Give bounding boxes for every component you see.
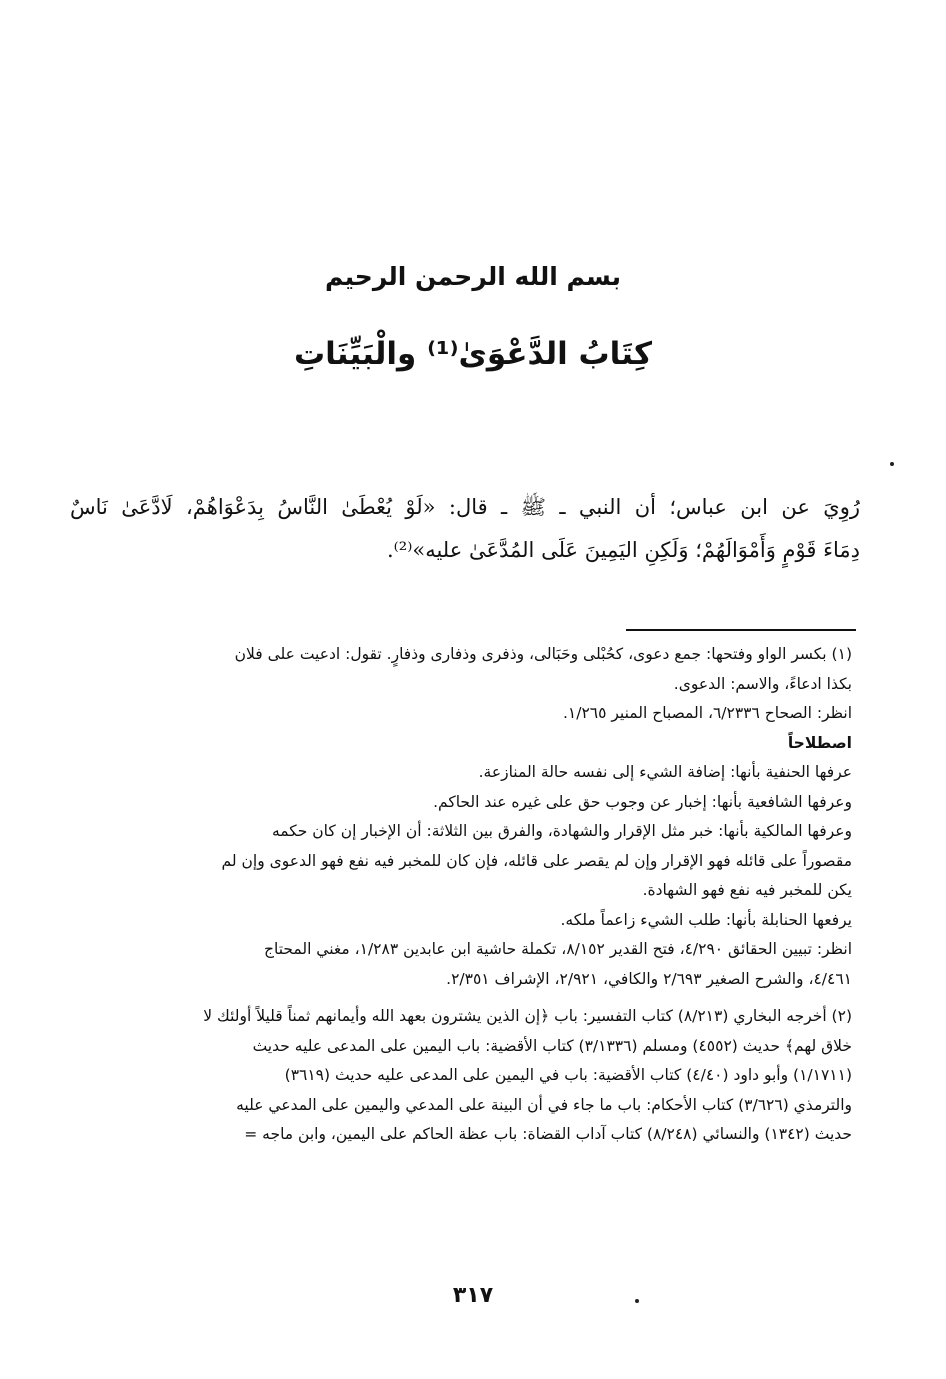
stray-dot	[635, 1299, 639, 1303]
footnote-line: وعرفها الشافعية بأنها: إخبار عن وجوب حق على غيره عند الحاكم.	[433, 792, 852, 811]
basmala: بسم الله الرحمن الرحيم	[325, 262, 621, 291]
footnote-line: خلاق لهم﴾ حديث (٤٥٥٢) ومسلم (٣/١٣٣٦) كتاب الأقضية: باب اليمين على المدعى عليه حديث	[252, 1036, 852, 1055]
footnotes	[72, 640, 852, 1150]
main-text-line: رُوِيَ عن ابن عباس؛ أن النبي ـ ﷺ ـ قال: «لَوْ يُعْطَىٰ النَّاسُ بِدَعْوَاهُمْ، لَادَّعَىٰ نَاسٌ	[70, 495, 860, 519]
page-number: ٣١٧	[452, 1283, 494, 1308]
footnote-line: ٤/٤٦١، والشرح الصغير ٢/٦٩٣ والكافي، ٢/٩٢١، الإشراف ٢/٣٥١.	[446, 969, 852, 988]
footnote-subheading: اصطلاحاً	[787, 733, 852, 752]
main-text	[70, 486, 860, 572]
stray-dot	[890, 462, 894, 466]
chapter-title: كِتَابُ الدَّعْوَىٰ⁽¹⁾ والْبَيِّنَاتِ	[294, 336, 652, 372]
footnote-line: انظر: تبيين الحقائق ٤/٢٩٠، فتح القدير ٨/١٥٢، تكملة حاشية ابن عابدين ١/٢٨٣، مغني المحتاج	[263, 940, 852, 958]
footnote-2	[72, 1002, 852, 1150]
footnote-line: حديث (١٣٤٢) والنسائي (٨/٢٤٨) كتاب آداب القضاة: باب عظة الحاكم على اليمين، وابن ماجه =	[244, 1125, 852, 1143]
main-text-line: دِمَاءَ قَوْمٍ وَأَمْوَالَهُمْ؛ وَلَكِنِ اليَمِينَ عَلَى المُدَّعَىٰ عليه»⁽²⁾.	[386, 538, 860, 562]
footnote-line: (١/١٧١١) وأبو داود (٤/٤٠) كتاب الأقضية: باب في اليمين على المدعى عليه حديث (٣٦١٩)	[284, 1066, 852, 1084]
footnote-line: (٢) أخرجه البخاري (٨/٢١٣) كتاب التفسير: باب ﴿إن الذين يشترون بعهد الله وأيمانهم ثمناً قليلاً أولئك لا	[203, 1007, 852, 1025]
footnote-line: وعرفها المالكية بأنها: خبر مثل الإقرار والشهادة، والفرق بين الثلاثة: أن الإخبار إن كان حكمه	[271, 822, 852, 840]
footnote-line: يكن للمخبر فيه نفع فهو الشهادة.	[642, 881, 852, 899]
footnote-1	[72, 640, 852, 994]
footnote-line: انظر: الصحاح ٦/٢٣٣٦، المصباح المنير ١/٢٦٥.	[562, 704, 852, 722]
footnote-line: والترمذي (٣/٦٢٦) كتاب الأحكام: باب ما جاء في أن البينة على المدعي واليمين على المدعي عليه	[236, 1095, 852, 1114]
footnote-line: بكذا ادعاءً، والاسم: الدعوى.	[673, 674, 852, 693]
footnote-line: يرفعها الحنابلة بأنها: طلب الشيء زاعماً ملكه.	[560, 910, 852, 929]
footnote-line: (١) بكسر الواو وفتحها: جمع دعوى، كحُبْلى وحَبَالى، وذفرى وذفارى وذفارٍ. تقول: ادعيت على فلان	[234, 645, 852, 663]
footnote-separator	[626, 629, 856, 631]
footnote-line: عرفها الحنفية بأنها: إضافة الشيء إلى نفسه حالة المنازعة.	[478, 763, 852, 781]
footnote-line: مقصوراً على قائله فهو الإقرار وإن لم يقصر على قائله، فإن كان للمخبر فيه نفع فهو الدعوى وإن لم	[221, 851, 852, 870]
